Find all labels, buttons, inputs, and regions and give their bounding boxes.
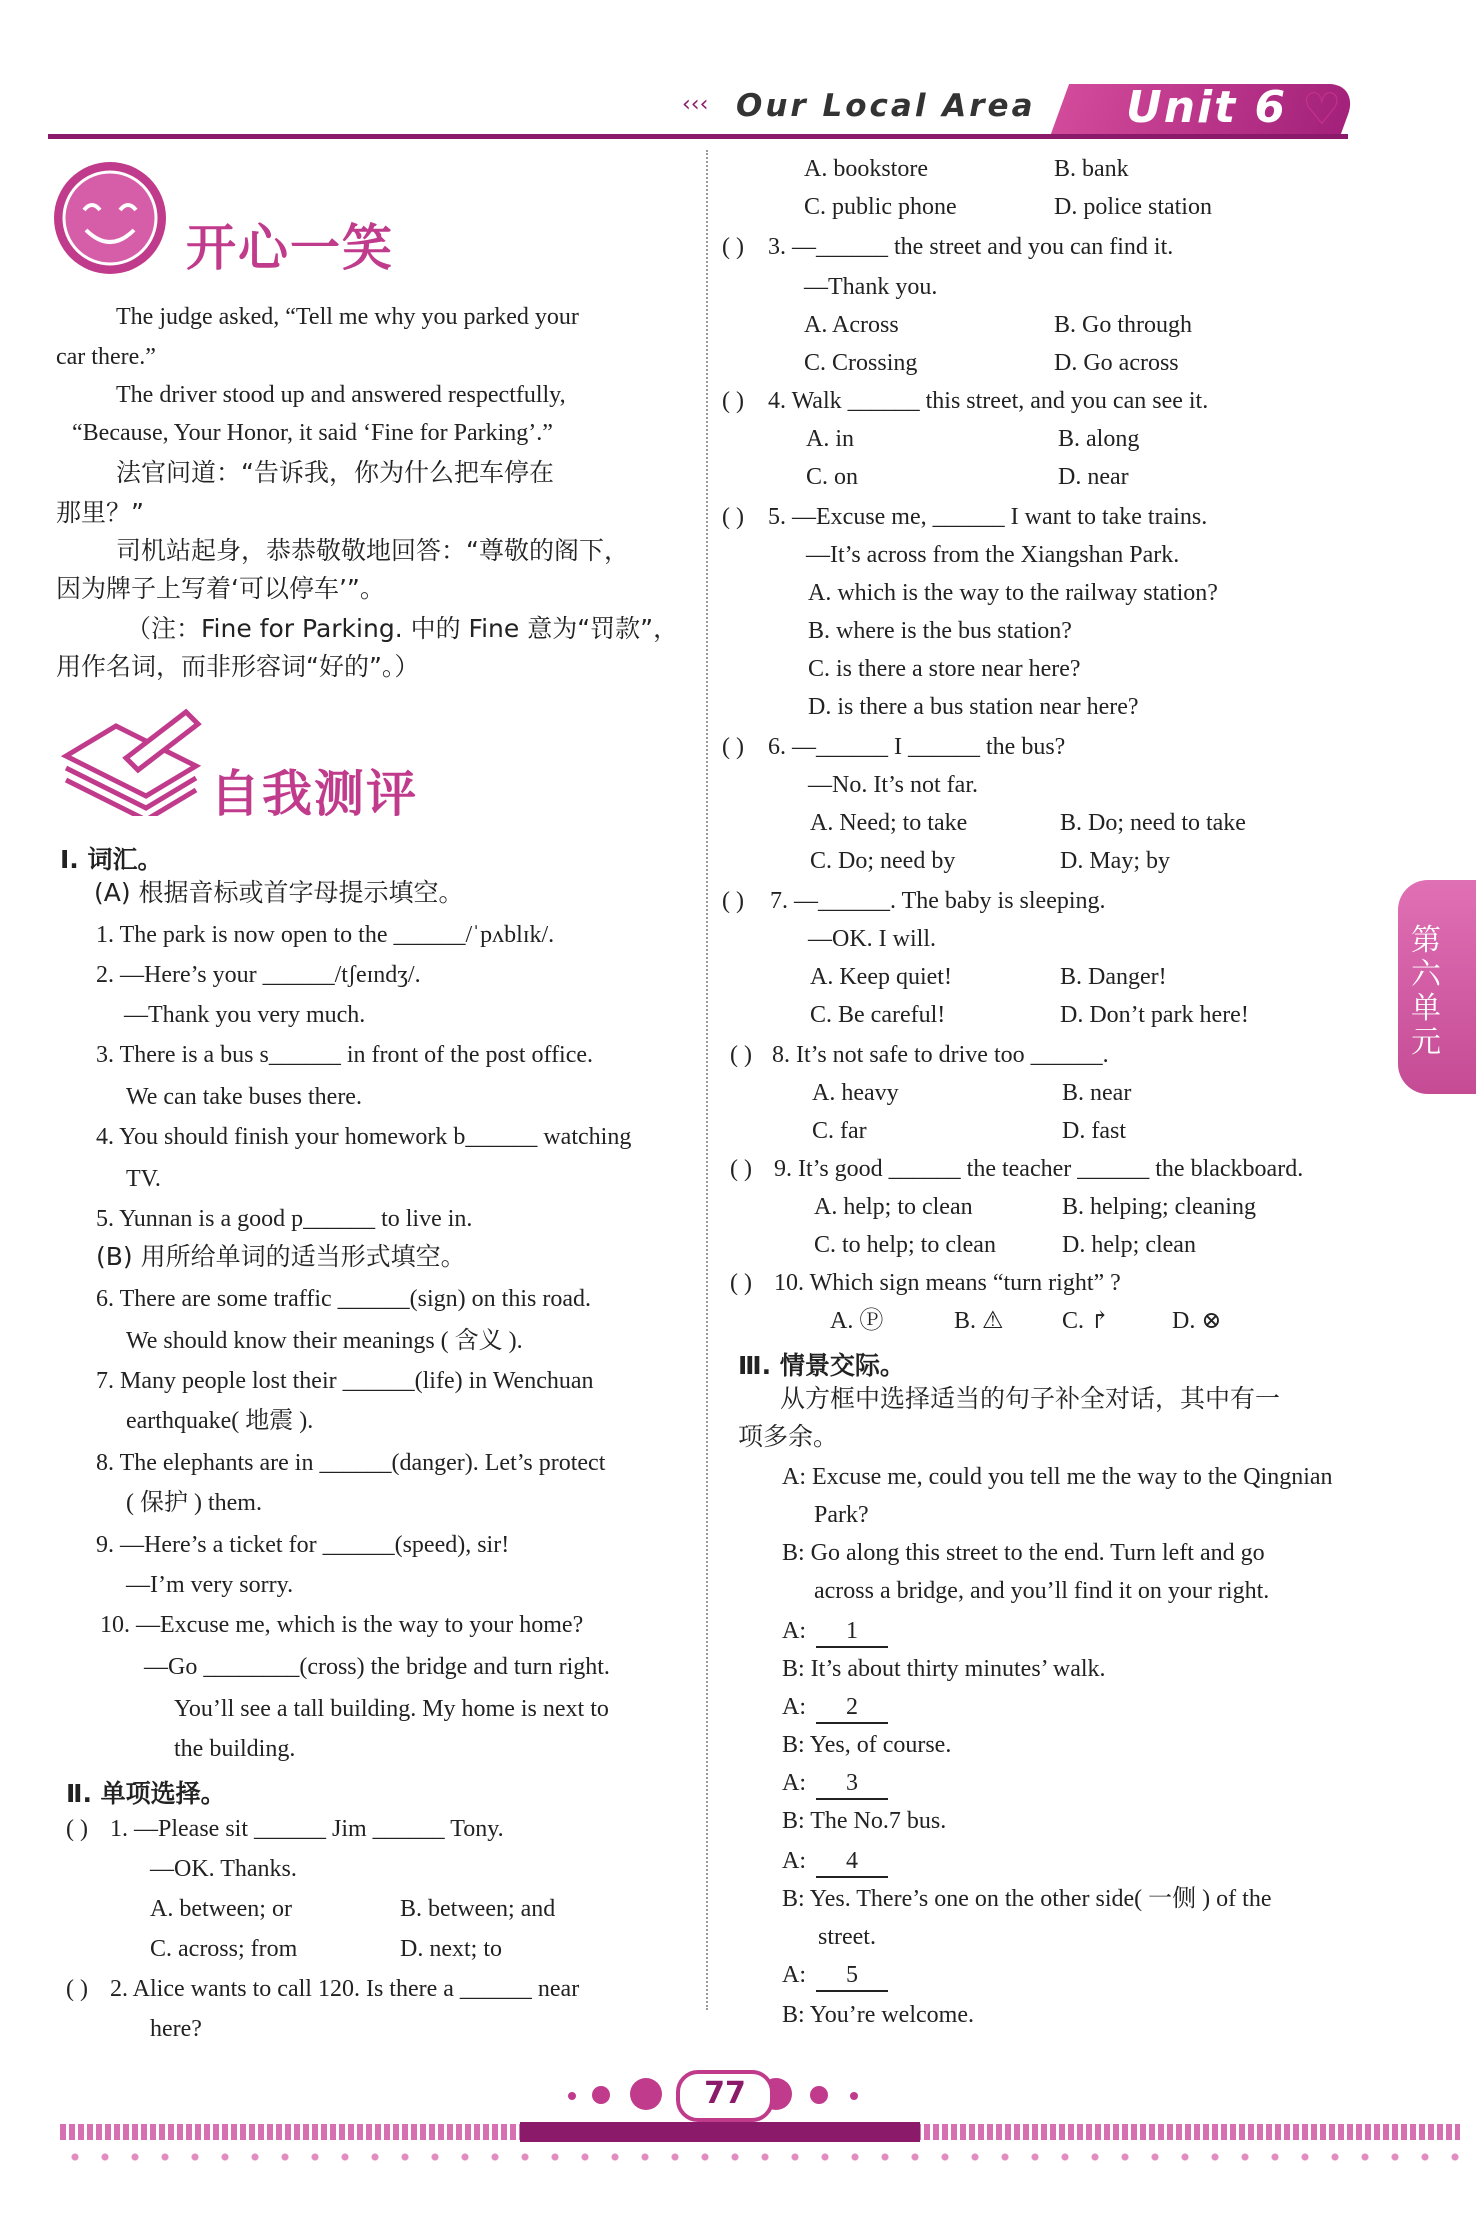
mc-line: —It’s across from the Xiangshan Park. [806,542,1180,568]
vocab-line: 1. The park is now open to the ______/ˈpʌblɪk/. [96,922,555,948]
vocab-heading: Ⅰ. 词汇。 [60,845,163,874]
smiley-icon [50,158,170,278]
mc-option: C. to help; to clean [814,1232,996,1258]
mc-option: A. Across [804,312,899,338]
answer-paren: ( ) [730,1042,752,1068]
joke-line: “Because, Your Honor, it said ‘Fine for Parking’.” [72,420,553,446]
dialog-intro: 从方框中选择适当的句子补全对话，其中有一 [780,1384,1281,1413]
footer-dot [568,2092,576,2100]
dialog-speaker: A: [782,1962,806,1988]
dialog-speaker: A: [782,1770,806,1796]
mc-option: B. helping; cleaning [1062,1194,1256,1220]
mc-option: B. Danger! [1060,964,1167,990]
answer-paren: ( ) [722,504,744,530]
sign-option: D. ⊗ [1172,1308,1222,1334]
vocab-line: 9. —Here’s a ticket for ______(speed), sir! [96,1532,510,1558]
header-title: Our Local Area [736,88,1036,124]
vocab-line: We should know their meanings ( 含义 ). [126,1328,523,1354]
joke-line: The judge asked, “Tell me why you parked your [116,304,579,330]
mc-question: 3. —______ the street and you can find it. [768,234,1174,260]
mc-option: B. between; and [400,1896,556,1922]
mc-line: —OK. I will. [808,926,936,952]
mc-option: D. help; clean [1062,1232,1196,1258]
dialog-line: across a bridge, and you’ll find it on your right. [814,1578,1270,1604]
answer-paren: ( ) [66,1976,88,2002]
joke-line: 因为牌子上写着‘可以停车’”。 [56,574,385,603]
dialog-line: street. [818,1924,876,1950]
mc-heading: Ⅱ. 单项选择。 [66,1779,226,1808]
mc-option: D. fast [1062,1118,1126,1144]
mc-question: 10. Which sign means “turn right” ? [774,1270,1121,1296]
answer-blank[interactable]: 1 [816,1616,888,1648]
answer-paren: ( ) [730,1270,752,1296]
vocab-part-a: (A) 根据音标或首字母提示填空。 [94,878,464,907]
mc-option: A. Need; to take [810,810,968,836]
joke-line: 那里？” [56,498,144,527]
joke-line: 司机站起身，恭恭敬敬地回答：“尊敬的阁下， [116,536,629,565]
mc-option: C. Crossing [804,350,918,376]
answer-blank[interactable]: 4 [816,1846,888,1878]
mc-option: B. where is the bus station? [808,618,1072,644]
mc-option: C. is there a store near here? [808,656,1081,682]
answer-paren: ( ) [722,888,744,914]
footer-band-center [520,2122,920,2142]
answer-paren: ( ) [730,1156,752,1182]
joke-line: （注：Fine for Parking. 中的 Fine 意为“罚款”， [126,614,679,643]
mc-question: 6. —______ I ______ the bus? [768,734,1066,760]
vocab-line: ( 保护 ) them. [126,1490,262,1516]
joke-title: 开心一笑 [186,219,394,277]
mc-option: C. Do; need by [810,848,956,874]
joke-line: car there.” [56,344,156,370]
vocab-line: 7. Many people lost their ______(life) in Wenchuan [96,1368,594,1394]
mc-option: A. bookstore [804,156,928,182]
page-number: 77 [704,2076,746,2111]
mc-option: A. Keep quiet! [810,964,952,990]
mc-option: D. near [1058,464,1129,490]
answer-blank[interactable]: 5 [816,1960,888,1992]
sign-option: C. ↱ [1062,1308,1111,1334]
mc-option: A. in [806,426,854,452]
mc-question: 1. —Please sit ______ Jim ______ Tony. [110,1816,504,1842]
dialog-line: B: You’re welcome. [782,2002,974,2028]
vocab-line: 6. There are some traffic ______(sign) on this road. [96,1286,591,1312]
book-pencil-icon [56,706,206,816]
dialog-line: B: The No.7 bus. [782,1808,947,1834]
mc-option: A. heavy [812,1080,899,1106]
footer-dot [592,2086,610,2104]
mc-option: C. far [812,1118,867,1144]
vocab-line: 3. There is a bus s______ in front of the post office. [96,1042,594,1068]
mc-line: here? [150,2016,202,2042]
mc-option: B. Do; need to take [1060,810,1246,836]
dialog-speaker: A: [782,1848,806,1874]
mc-option: B. Go through [1054,312,1192,338]
dialog-line: B: Yes. There’s one on the other side( 一侧 ) of the [782,1886,1272,1912]
joke-line: 用作名词，而非形容词“好的”。） [56,652,420,681]
sign-option: B. ⚠ [954,1308,1004,1334]
vocab-line: 4. You should finish your homework b______ watching [96,1124,632,1150]
mc-question: 2. Alice wants to call 120. Is there a ______ near [110,1976,580,2002]
vocab-line: —Go ________(cross) the bridge and turn right. [144,1654,610,1680]
mc-question: 5. —Excuse me, ______ I want to take trains. [768,504,1208,530]
mc-option: C. across; from [150,1936,298,1962]
vocab-part-b: (B) 用所给单词的适当形式填空。 [96,1242,466,1271]
vocab-line: 10. —Excuse me, which is the way to your home? [100,1612,584,1638]
vocab-line: TV. [126,1166,161,1192]
mc-question: 9. It’s good ______ the teacher ______ the blackboard. [774,1156,1304,1182]
footer-dot [810,2086,828,2104]
test-title: 自我测评 [210,765,418,823]
mc-question: 4. Walk ______ this street, and you can see it. [768,388,1209,414]
dialog-line: A: Excuse me, could you tell me the way to the Qingnian [782,1464,1333,1490]
vocab-line: earthquake( 地震 ). [126,1408,314,1434]
vocab-line: the building. [174,1736,296,1762]
chapter-tab-label: 第六单元 [1411,923,1441,1060]
mc-option: C. public phone [804,194,957,220]
vocab-line: —I’m very sorry. [126,1572,294,1598]
joke-line: The driver stood up and answered respectfully, [116,382,566,408]
vocab-line: We can take buses there. [126,1084,362,1110]
mc-option: A. between; or [150,1896,292,1922]
vocab-line: 5. Yunnan is a good p______ to live in. [96,1206,473,1232]
mc-option: D. Go across [1054,350,1179,376]
footer-dot [630,2078,662,2110]
heart-icon: ♡ [1302,84,1342,135]
answer-paren: ( ) [722,734,744,760]
dialog-line: B: It’s about thirty minutes’ walk. [782,1656,1106,1682]
mc-option: D. Don’t park here! [1060,1002,1249,1028]
answer-blank[interactable]: 3 [816,1768,888,1800]
mc-line: —No. It’s not far. [808,772,978,798]
answer-paren: ( ) [66,1816,88,1842]
dialog-speaker: A: [782,1694,806,1720]
joke-line: 法官问道：“告诉我，你为什么把车停在 [116,458,554,487]
chevron-left-icon: ‹‹‹ [682,92,709,117]
dialog-line: Park? [814,1502,869,1528]
sign-option: A. Ⓟ [830,1308,884,1334]
mc-option: D. May; by [1060,848,1170,874]
dialog-line: B: Go along this street to the end. Turn left and go [782,1540,1265,1566]
column-divider [706,150,708,2010]
mc-option: D. is there a bus station near here? [808,694,1139,720]
mc-line: —OK. Thanks. [150,1856,297,1882]
mc-option: B. along [1058,426,1140,452]
mc-option: B. near [1062,1080,1132,1106]
mc-option: A. help; to clean [814,1194,973,1220]
mc-option: C. Be careful! [810,1002,946,1028]
footer-dots [60,2152,1460,2162]
mc-option: B. bank [1054,156,1129,182]
mc-question: 8. It’s not safe to drive too ______. [772,1042,1109,1068]
answer-blank[interactable]: 2 [816,1692,888,1724]
dialog-line: B: Yes, of course. [782,1732,952,1758]
header-rule [48,134,1348,139]
mc-option: C. on [806,464,859,490]
mc-option: D. police station [1054,194,1212,220]
vocab-line: 8. The elephants are in ______(danger). Let’s protect [96,1450,606,1476]
answer-paren: ( ) [722,234,744,260]
vocab-line: —Thank you very much. [124,1002,366,1028]
dialog-heading: Ⅲ. 情景交际。 [738,1351,905,1380]
dialog-intro: 项多余。 [738,1422,839,1451]
footer-dot [850,2092,858,2100]
mc-question: 7. —______. The baby is sleeping. [770,888,1106,914]
answer-paren: ( ) [722,388,744,414]
mc-line: —Thank you. [804,274,938,300]
vocab-line: 2. —Here’s your ______/tʃeɪndʒ/. [96,962,421,988]
vocab-line: You’ll see a tall building. My home is next to [174,1696,609,1722]
unit-label: Unit 6 [1126,82,1288,133]
mc-option: A. which is the way to the railway station? [808,580,1218,606]
dialog-speaker: A: [782,1618,806,1644]
mc-option: D. next; to [400,1936,502,1962]
